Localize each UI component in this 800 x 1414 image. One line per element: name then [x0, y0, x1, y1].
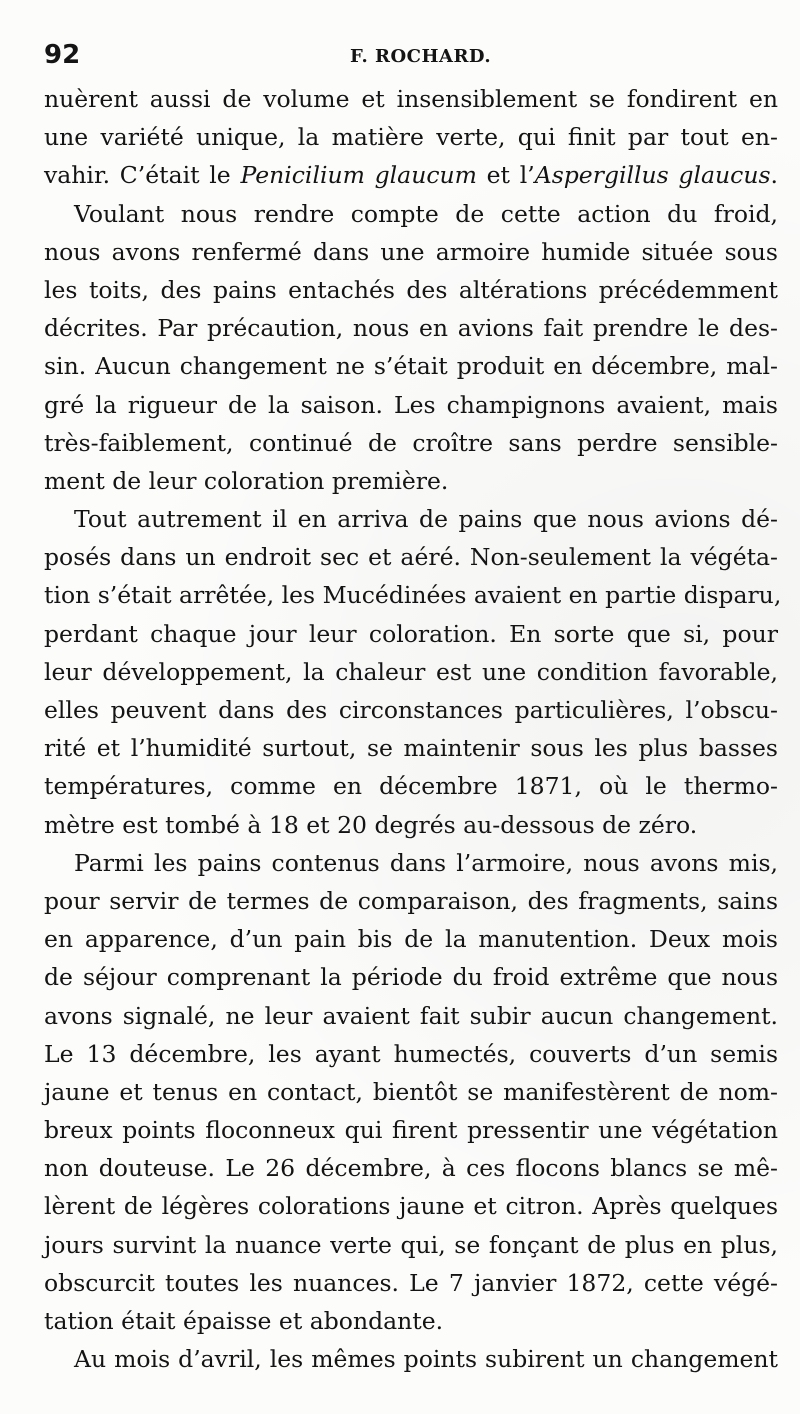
- body-text: [44, 80, 782, 1378]
- text-line: décrites. Par précaution, nous en avions fait prendre le des-: [44, 314, 778, 343]
- text-line: Parmi les pains contenus dans l’armoire, nous avons mis,: [74, 848, 778, 877]
- text-line: Tout autrement il en arriva de pains que nous avions dé-: [74, 505, 778, 534]
- text-line: les toits, des pains entachés des altérations précédemment: [44, 275, 778, 304]
- text-line: nuèrent aussi de volume et insensiblement se fondirent en: [44, 85, 778, 113]
- page-number: 92: [44, 40, 81, 70]
- text-line: températures, comme en décembre 1871, où le thermo-: [44, 772, 778, 801]
- text-line: tation était épaisse et abondante.: [44, 1307, 444, 1335]
- text-line: rité et l’humidité surtout, se maintenir sous les plus basses: [44, 734, 778, 763]
- text-line: mètre est tombé à 18 et 20 degrés au-dessous de zéro.: [44, 810, 698, 839]
- text-line: jours survint la nuance verte qui, se fonçant de plus en plus,: [44, 1230, 778, 1259]
- italic-term: Penicilium glaucum: [240, 161, 477, 190]
- text-line: posés dans un endroit sec et aéré. Non-seulement la végéta-: [44, 543, 778, 572]
- text-line: ment de leur coloration première.: [44, 466, 449, 495]
- text-span: vahir. C’était le: [44, 161, 241, 190]
- text-line: elles peuvent dans des circonstances particulières, l’obscu-: [44, 696, 778, 724]
- text-line: en apparence, d’un pain bis de la manutention. Deux mois: [44, 925, 778, 954]
- text-line: jaune et tenus en contact, bientôt se manifestèrent de nom-: [44, 1077, 778, 1106]
- text-line: non douteuse. Le 26 décembre, à ces flocons blancs se mê-: [44, 1154, 778, 1183]
- text-line: nous avons renfermé dans une armoire humide située sous: [44, 237, 778, 266]
- text-line: pour servir de termes de comparaison, des fragments, sains: [44, 886, 778, 915]
- text-line: Au mois d’avril, les mêmes points subirent un changement: [74, 1345, 778, 1374]
- text-line: lèrent de légères colorations jaune et citron. Après quelques: [44, 1192, 778, 1221]
- text-line: sin. Aucun changement ne s’était produit en décembre, mal-: [44, 352, 778, 381]
- text-line: perdant chaque jour leur coloration. En sorte que si, pour: [44, 619, 778, 648]
- text-line: obscurcit toutes les nuances. Le 7 janvier 1872, cette végé-: [44, 1268, 778, 1297]
- running-head: F. ROCHARD.: [350, 46, 492, 67]
- text-line: breux points floconneux qui firent pressentir une végétation: [44, 1116, 778, 1145]
- text-span: et l’: [476, 161, 535, 190]
- text-line: très-faiblement, continué de croître sans perdre sensible-: [44, 428, 778, 457]
- text-line: une variété unique, la matière verte, qui finit par tout en-: [44, 123, 778, 152]
- text-span: .: [770, 161, 779, 190]
- text-line: gré la rigueur de la saison. Les champignons avaient, mais: [44, 390, 778, 419]
- text-line: [44, 156, 778, 194]
- page-header: [44, 40, 770, 76]
- text-line: de séjour comprenant la période du froid extrême que nous: [44, 963, 778, 992]
- text-line: leur développement, la chaleur est une condition favorable,: [44, 657, 778, 686]
- text-line: tion s’était arrêtée, les Mucédinées avaient en partie disparu,: [44, 581, 782, 610]
- text-line: Voulant nous rendre compte de cette action du froid,: [74, 199, 778, 228]
- text-line: Le 13 décembre, les ayant humectés, couverts d’un semis: [44, 1039, 778, 1068]
- italic-term: Aspergillus glaucus: [534, 161, 771, 190]
- text-line: avons signalé, ne leur avaient fait subir aucun changement.: [44, 1001, 778, 1030]
